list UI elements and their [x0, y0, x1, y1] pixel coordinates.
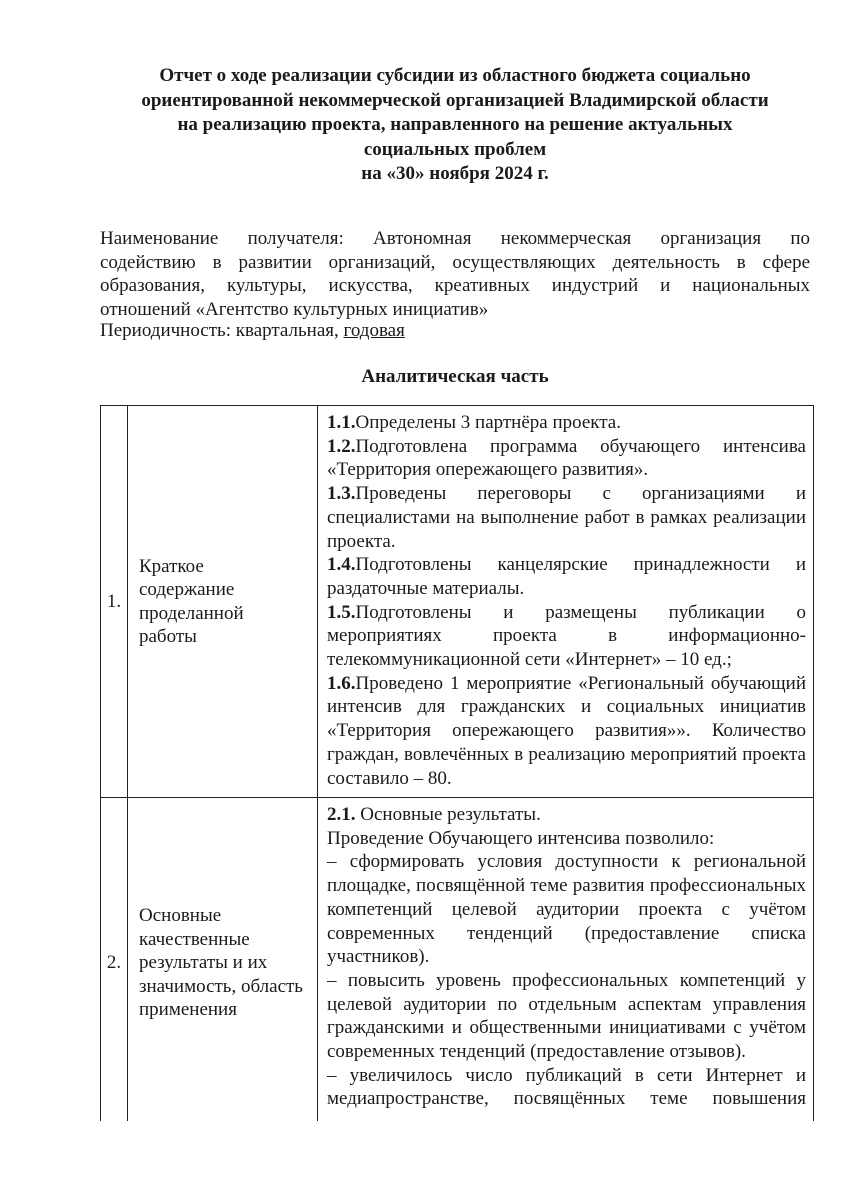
periodicity-label: Периодичность: [100, 320, 236, 341]
recipient-line: образования, культуры, искусства, креативных индустрий и национальных [100, 275, 810, 296]
list-item: 1.3.Проведены переговоры с организациями и специалистами на выполнение работ в рамках реализации проекта. [327, 483, 806, 552]
row-label [128, 798, 318, 1121]
row-number: 1. [101, 406, 128, 797]
list-item: 1.4.Подготовлены канцелярские принадлежности и раздаточные материалы. [327, 554, 806, 599]
title-line: ориентированной некоммерческой организацией Владимирской области [141, 89, 769, 111]
row-label-line: содержание [139, 579, 235, 600]
row-label-line: проделанной [139, 602, 244, 624]
list-item: 1.5.Подготовлены и размещены публикации о мероприятиях проекта в информационно-телекоммуникационной сети «Интернет» – 10 ед.; [327, 601, 806, 671]
row-label [128, 406, 318, 797]
recipient-line: Наименование получателя: Автономная некоммерческая организация по [100, 228, 810, 249]
list-item: 2.1. Основные результаты. [327, 804, 541, 825]
title-line: социальных проблем [363, 138, 547, 160]
list-item: 1.1.Определены 3 партнёра проекта. [327, 412, 621, 433]
report-title [60, 64, 850, 187]
row-content [319, 411, 806, 790]
row-label-line: работы [139, 626, 197, 647]
table-row [101, 798, 813, 1121]
analytics-table [100, 405, 814, 1121]
periodicity [100, 319, 810, 343]
list-item: 1.6.Проведено 1 мероприятие «Региональный обучающий интенсив для гражданских и социальных инициатив «Территория опережающего развития»». Количество граждан, вовлечённых в реализацию мероприятий проекта составило – 80. [327, 672, 806, 789]
row-label-line: применения [139, 999, 237, 1021]
row-content [319, 803, 806, 1111]
row-number: 2. [101, 798, 128, 1121]
list-item: – сформировать условия доступности к региональной площадке, посвящённой теме развития профессиональных компетенций целевой аудитории проекта с учётом современных тенденций (предоставление списка участников). [327, 851, 806, 968]
section-heading: Аналитическая часть [361, 366, 549, 387]
row-label-line: значимость, область [139, 975, 303, 997]
list-item: – увеличилось число публикаций в сети Интернет и медиапространстве, посвящённых теме повышения [327, 1064, 806, 1110]
list-item: 1.2.Подготовлена программа обучающего интенсива «Территория опережающего развития». [327, 435, 806, 481]
list-item: – повысить уровень профессиональных компетенций у целевой аудитории по отдельным аспектам управления гражданскими и общественными инициативами с учётом современных тенденций (предоставление отзывов). [327, 969, 806, 1063]
list-item: Проведение Обучающего интенсива позволило: [327, 827, 715, 849]
table-row [101, 406, 813, 798]
row-label-line: качественные [139, 928, 250, 950]
recipient-line: содействию в развитии организаций, осуществляющих деятельность в сфере [100, 251, 810, 273]
title-line: на реализацию проекта, направленного на решение актуальных [177, 114, 733, 135]
recipient-name [100, 227, 810, 321]
title-line: Отчет о ходе реализации субсидии из областного бюджета социально [159, 65, 751, 86]
row-label-line: результаты и их [139, 952, 268, 974]
periodicity-annual-selected: годовая [343, 320, 405, 341]
periodicity-quarterly: квартальная, [235, 320, 344, 341]
report-date: на «30» ноября 2024 г. [361, 163, 549, 184]
row-label-line: Основные [139, 905, 222, 927]
row-label-line: Краткое [139, 555, 204, 577]
recipient-line: отношений «Агентство культурных инициатив» [100, 298, 489, 320]
